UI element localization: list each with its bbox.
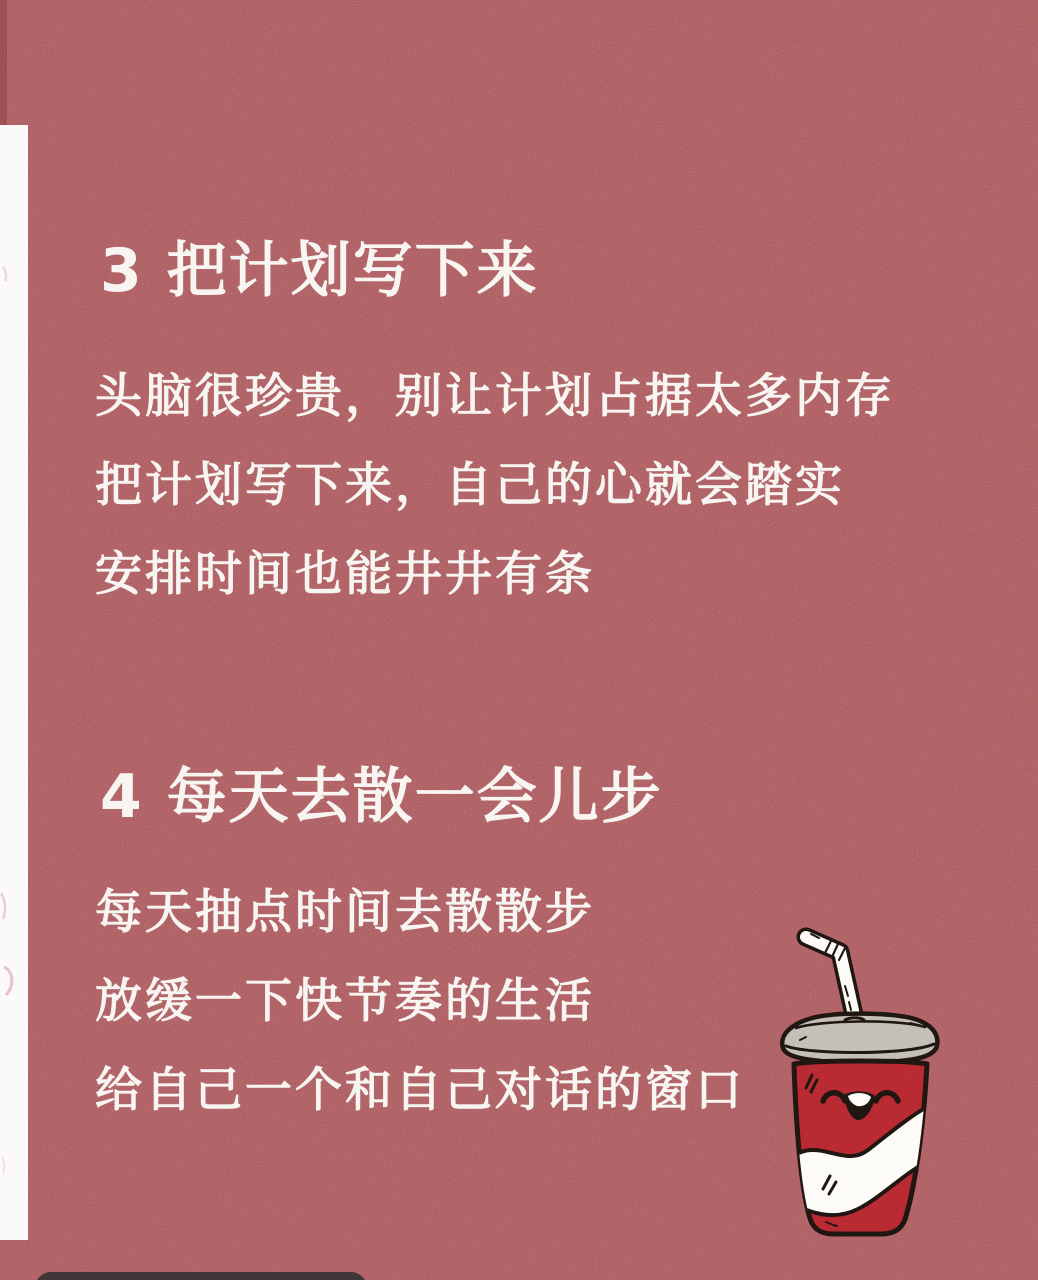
left-page-edge [0,125,28,1240]
section-paragraph [95,868,745,1135]
straw-icon [806,934,856,1024]
ghost-print-marks [0,125,28,1240]
paragraph-line: 放缓一下快节奏的生活 [95,974,595,1029]
paragraph-line: 把计划写下来，自己的心就会踏实 [95,458,845,513]
paragraph-line: 每天抽点时间去散散步 [95,885,595,940]
paragraph-line: 头脑很珍贵，别让计划占据太多内存 [95,369,895,424]
section-heading: 3 把计划写下来 [100,235,539,306]
drink-cup-illustration [755,915,955,1245]
cup-lid [782,1014,937,1063]
section-paragraph [95,352,895,619]
cup-body [786,1061,936,1234]
left-edge-shadow [0,0,7,127]
section-heading: 4 每天去散一会儿步 [100,761,663,832]
paragraph-line: 给自己一个和自己对话的窗口 [95,1063,745,1118]
paragraph-line: 安排时间也能井井有条 [95,547,595,602]
next-card-top-edge [35,1272,367,1280]
